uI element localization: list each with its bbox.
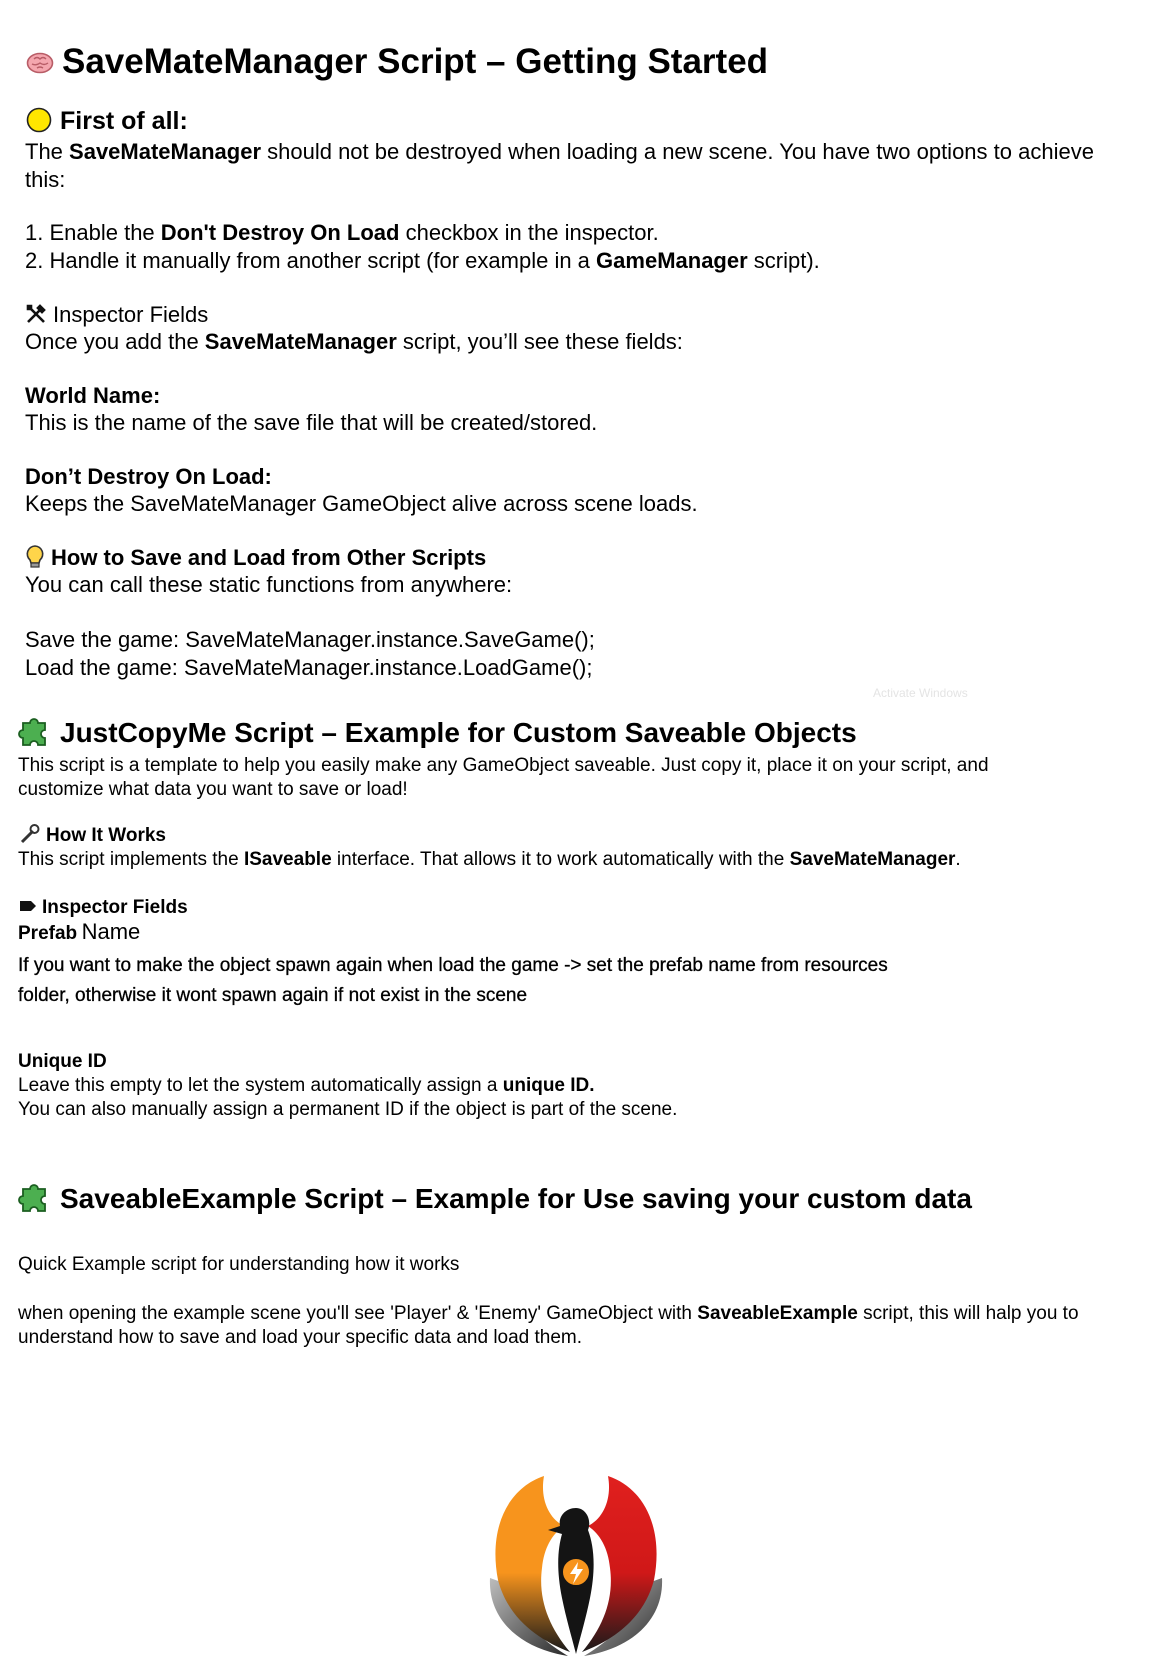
option2-pre: 2. Handle it manually from another script (for example in a [25,248,597,273]
option1-bold: Don't Destroy On Load [160,220,400,245]
prefab-label-b: Name [81,919,141,944]
intro-pre: The [25,139,70,164]
section1-title [26,42,768,82]
intro-bold: SaveMateManager [69,139,262,164]
intro-post: should not be destroyed when loading a new scene. You have two options to achieve this: [25,139,1094,192]
inspector-intro-post: script, you’ll see these fields: [396,329,683,354]
how-it-works-text: How It Works [46,825,166,847]
save-line: Save the game: SaveMateManager.instance.SaveGame(); [25,627,595,652]
how-desc-mid: interface. That allows it to work automatically with the [331,849,790,870]
world-name-label: World Name: [25,383,161,408]
label-icon [18,898,38,914]
section1-title-text: SaveMateManager Script – Getting Started [62,42,769,81]
puzzle-piece-icon [18,717,52,749]
unique-id-desc-2: You can also manually assign a permanent ID if the object is part of the scene. [18,1099,678,1120]
prefab-label-a: Prefab [18,923,78,944]
wrench-icon [18,823,40,845]
ddol-desc: Keeps the SaveMateManager GameObject alive across scene loads. [25,491,698,516]
desc2-post: script, this will halp you to understand how to save and load your specific data and load them. [18,1303,1079,1348]
section3-title [18,1183,972,1217]
section3-title-text: SaveableExample Script – Example for Use saving your custom data [60,1183,972,1214]
prefab-desc-1: If you want to make the object spawn again when load the game -> set the prefab name from resources [18,955,888,976]
hammer-wrench-icon [25,303,47,325]
uid-desc-pre: Leave this empty to let the system automatically assign a [18,1075,503,1096]
intro-paragraph [25,138,1105,194]
inspector-fields-heading-2 [18,897,188,919]
option2-post: script). [747,248,820,273]
ddol-label: Don’t Destroy On Load: [25,464,272,489]
desc2-bold: SaveableExample [697,1303,858,1324]
load-line: Load the game: SaveMateManager.instance.LoadGame(); [25,655,593,680]
how-desc-pre: This script implements the [18,849,244,870]
section3-desc2 [18,1302,1128,1350]
unique-id-desc-1 [18,1075,595,1097]
prefab-desc-2: folder, otherwise it wont spawn again if not exist in the scene [18,985,528,1006]
phoenix-logo [478,1468,674,1664]
uid-desc-bold: unique ID. [502,1075,595,1096]
inspector-heading-text: Inspector Fields [53,302,209,327]
inspector-intro-pre: Once you add the [25,329,205,354]
windows-watermark: Activate Windows [873,686,968,700]
section2-title-text: JustCopyMe Script – Example for Custom Saveable Objects [60,717,857,748]
option-2 [25,248,820,274]
howto-heading [25,545,486,572]
light-bulb-icon [25,544,45,570]
desc2-pre: when opening the example scene you'll see 'Player' & 'Enemy' GameObject with [18,1303,698,1324]
inspector-intro-bold: SaveMateManager [204,329,397,354]
section2-desc: This script is a template to help you easily make any GameObject saveable. Just copy it, place it on your script, and customize what data you want to save or load! [18,755,989,800]
howto-heading-text: How to Save and Load from Other Scripts [51,545,487,570]
prefab-name-label [18,919,140,945]
inspector-intro [25,329,683,355]
section3-desc1: Quick Example script for understanding how it works [18,1254,460,1275]
option1-post: checkbox in the inspector. [399,220,659,245]
brain-icon [26,50,54,74]
first-heading [26,107,188,136]
option-1 [25,220,659,246]
how-desc-post: . [955,849,961,870]
unique-id-label: Unique ID [18,1051,107,1072]
inspector-fields-text-2: Inspector Fields [42,897,188,918]
how-desc-bold2: SaveMateManager [789,849,956,870]
inspector-heading [25,302,208,328]
section2-title [18,717,857,751]
how-it-works-heading [18,825,166,847]
option1-pre: 1. Enable the [25,220,161,245]
howto-desc: You can call these static functions from anywhere: [25,572,513,597]
option2-bold: GameManager [596,248,748,273]
yellow-circle-icon [26,107,52,133]
first-heading-text: First of all: [60,107,188,135]
how-it-works-desc [18,849,961,871]
puzzle-piece-icon [18,1183,52,1215]
how-desc-bold1: ISaveable [243,849,332,870]
world-name-desc: This is the name of the save file that will be created/stored. [25,410,598,435]
